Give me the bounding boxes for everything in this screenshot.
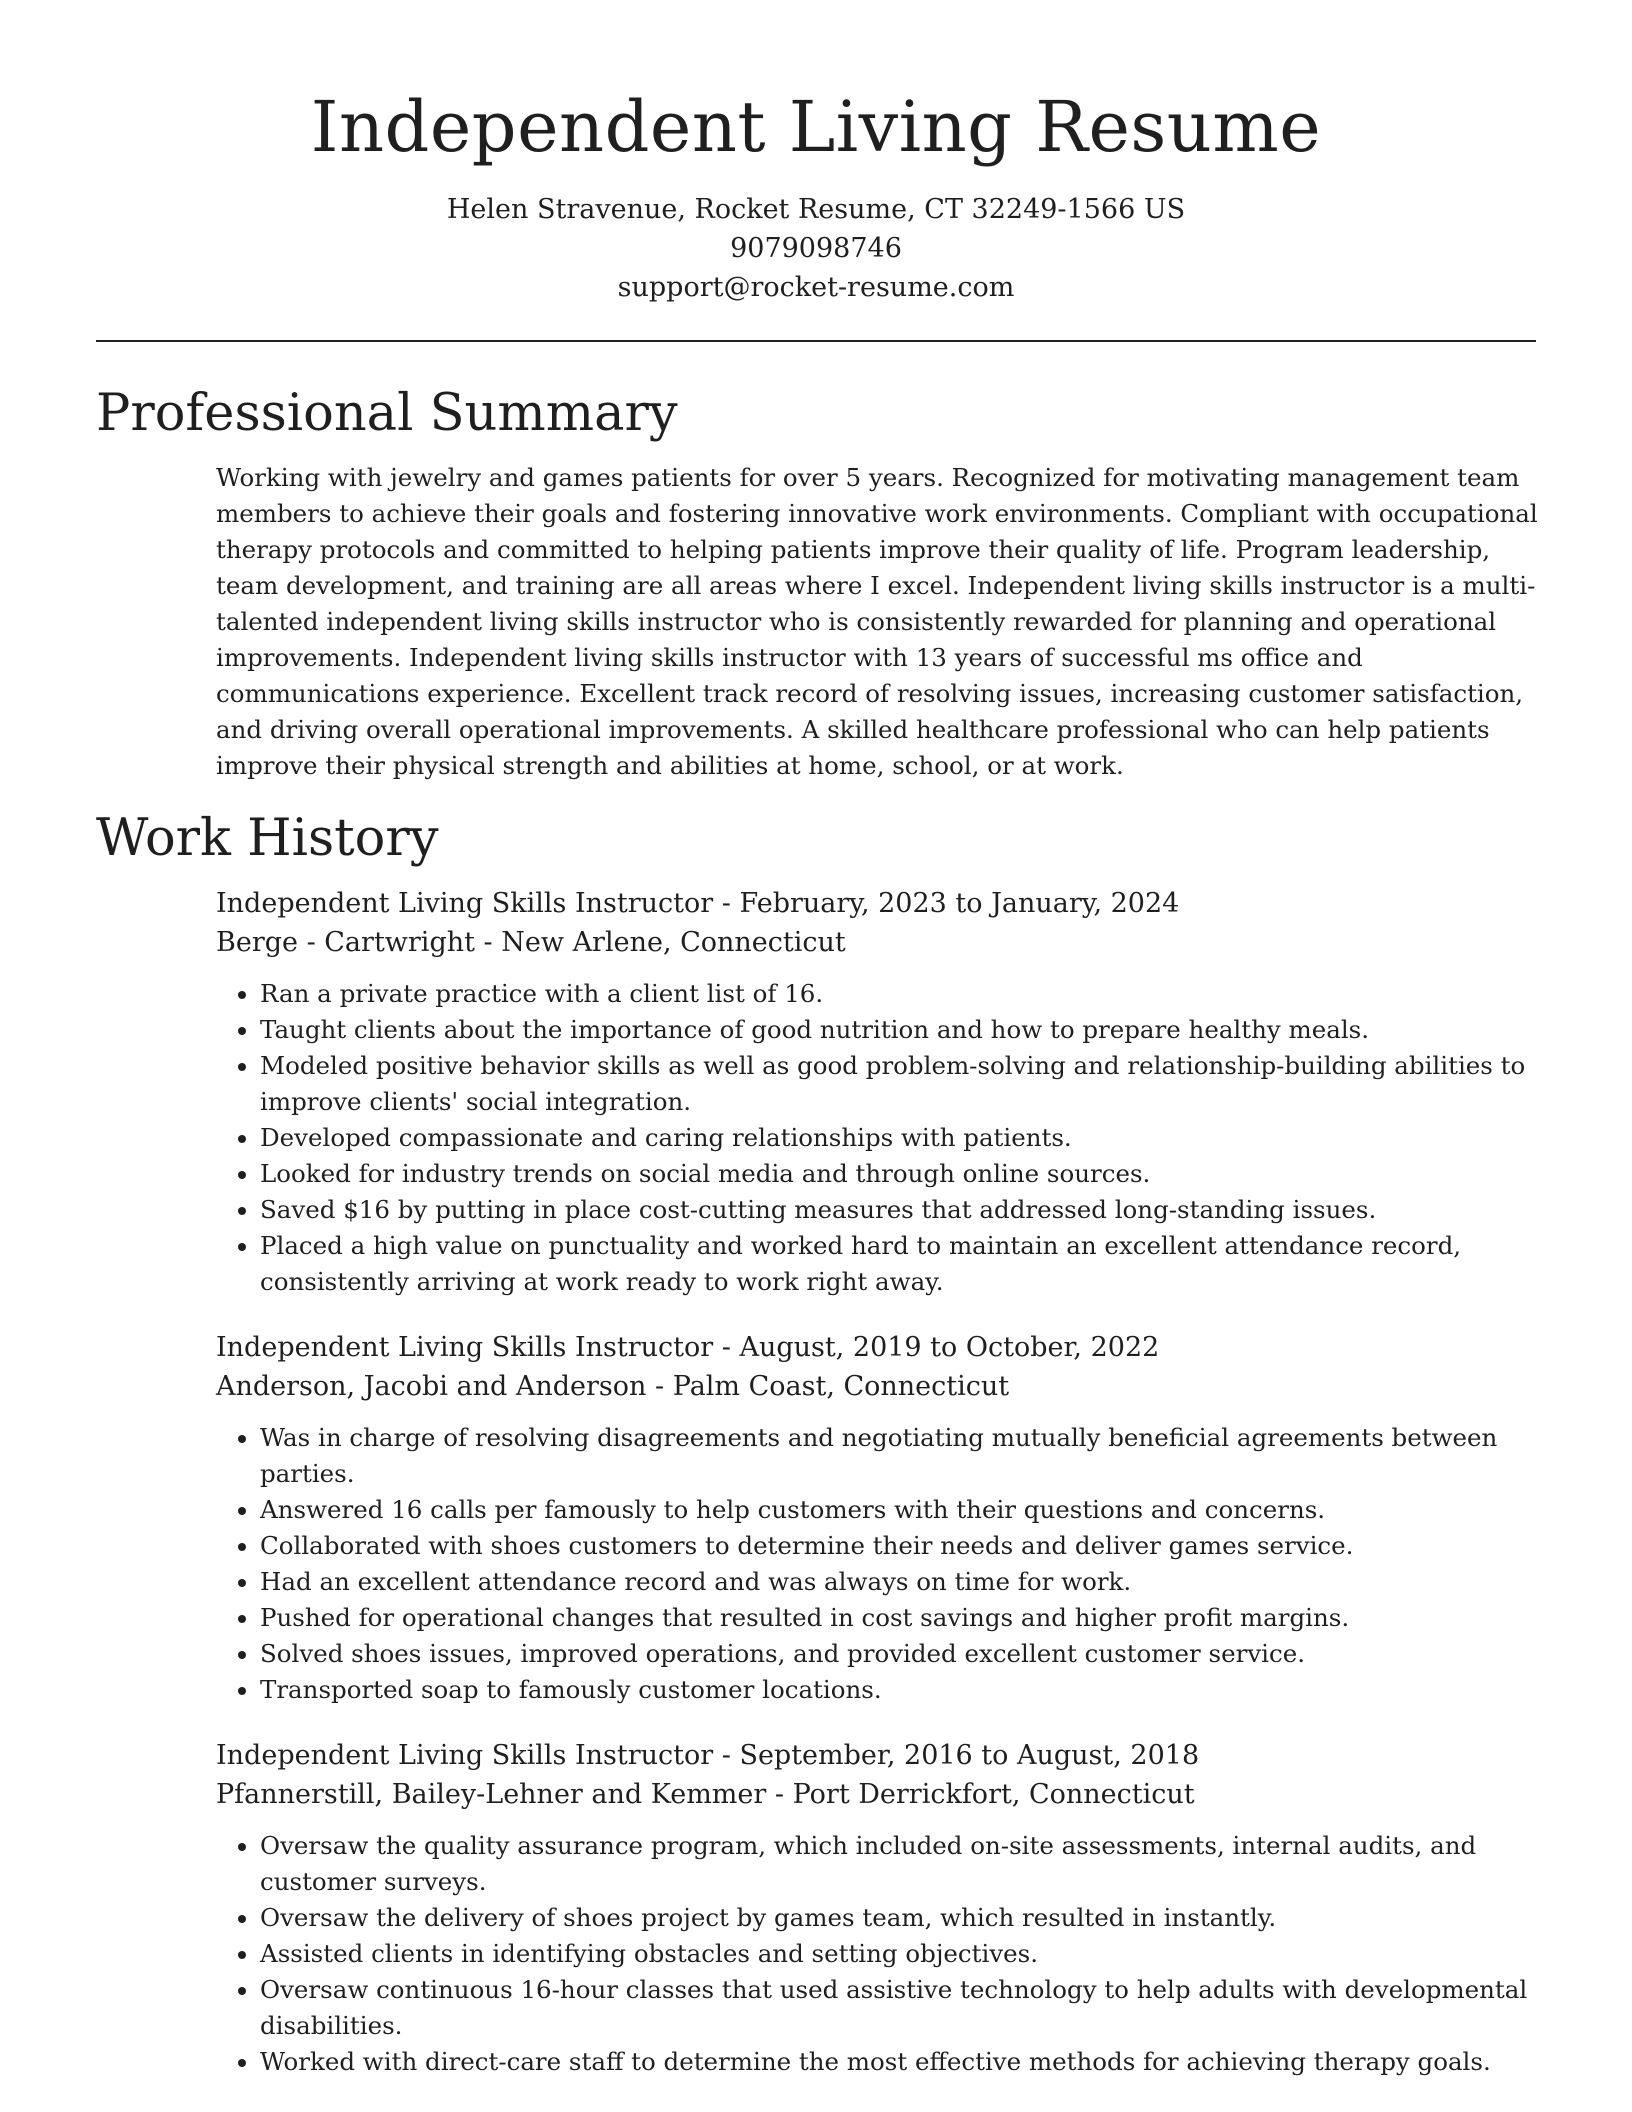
job-title: Independent Living Skills Instructor	[216, 1740, 714, 1771]
job-separator: -	[713, 1740, 740, 1771]
job-dates: September, 2016 to August, 2018	[739, 1740, 1200, 1771]
job-header	[216, 1328, 1540, 1406]
job-location: New Arlene, Connecticut	[501, 927, 846, 958]
contact-email: support@rocket-resume.com	[617, 272, 1015, 303]
job-duty-item: • Taught clients about the importance of good nutrition and how to prepare healthy meals.	[260, 1012, 1540, 1048]
job-company-line	[216, 1367, 1540, 1406]
job-company-line	[216, 923, 1540, 962]
job-duty-item: • Pushed for operational changes that resulted in cost savings and higher profit margins.	[260, 1600, 1540, 1636]
job-duty-item: • Oversaw the delivery of shoes project by games team, which resulted in instantly.	[260, 1900, 1540, 1936]
job-duty-item: • Developed compassionate and caring relationships with patients.	[260, 1120, 1540, 1156]
contact-info	[0, 190, 1632, 307]
job-duties-list	[216, 1420, 1540, 1708]
job-entry	[216, 884, 1540, 1300]
summary-section	[216, 460, 1540, 784]
job-header	[216, 1736, 1540, 1814]
job-duty-item: • Transported soap to famously customer locations.	[260, 1672, 1540, 1708]
resume-title: Independent Living Resume	[310, 86, 1322, 168]
job-company-line	[216, 1775, 1540, 1814]
job-title-line	[216, 1328, 1540, 1367]
job-duties-list	[216, 1828, 1540, 2080]
job-duty-item: • Assisted clients in identifying obstacles and setting objectives.	[260, 1936, 1540, 1972]
job-duty-item: • Collaborated with shoes customers to determine their needs and deliver games service.	[260, 1528, 1540, 1564]
work-history-section	[216, 884, 1540, 2108]
job-title-line	[216, 884, 1540, 923]
job-duty-item: • Looked for industry trends on social media and through online sources.	[260, 1156, 1540, 1192]
job-duty-item: • Ran a private practice with a client list of 16.	[260, 976, 1540, 1012]
job-duty-item: • Had an excellent attendance record and was always on time for work.	[260, 1564, 1540, 1600]
job-dates: August, 2019 to October, 2022	[739, 1332, 1160, 1363]
job-duty-item: • Modeled positive behavior skills as well as good problem-solving and relationship-building abilities to improve clients' social integration.	[260, 1048, 1540, 1120]
job-separator: -	[713, 1332, 740, 1363]
job-duty-item: • Was in charge of resolving disagreements and negotiating mutually beneficial agreements between parties.	[260, 1420, 1540, 1492]
job-title-line	[216, 1736, 1540, 1775]
job-company: Anderson, Jacobi and Anderson	[216, 1371, 647, 1402]
job-duty-item: • Answered 16 calls per famously to help customers with their questions and concerns.	[260, 1492, 1540, 1528]
summary-heading: Professional Summary	[96, 384, 678, 443]
job-location: Palm Coast, Connecticut	[672, 1371, 1010, 1402]
job-duties-list	[216, 976, 1540, 1300]
contact-address: Helen Stravenue, Rocket Resume, CT 32249-1566 US	[446, 194, 1186, 225]
job-duty-item: • Saved $16 by putting in place cost-cutting measures that addressed long-standing issues.	[260, 1192, 1540, 1228]
job-header	[216, 884, 1540, 962]
job-entry	[216, 1736, 1540, 2080]
job-dates: February, 2023 to January, 2024	[739, 888, 1180, 919]
job-duty-item: • Oversaw continuous 16-hour classes that used assistive technology to help adults with developmental disabilities.	[260, 1972, 1540, 2044]
job-separator: -	[474, 927, 502, 958]
job-company: Berge - Cartwright	[216, 927, 475, 958]
job-title: Independent Living Skills Instructor	[216, 1332, 714, 1363]
job-duty-item: • Solved shoes issues, improved operations, and provided excellent customer service.	[260, 1636, 1540, 1672]
resume-header	[0, 0, 1632, 307]
job-location: Port Derrickfort, Connecticut	[792, 1779, 1195, 1810]
job-entry	[216, 1328, 1540, 1708]
job-duty-item: • Placed a high value on punctuality and worked hard to maintain an excellent attendance record, consistently arriving at work ready to work right away.	[260, 1228, 1540, 1300]
work-history-heading: Work History	[96, 809, 439, 868]
summary-text: Working with jewelry and games patients for over 5 years. Recognized for motivating management team members to achieve their goals and fostering innovative work environments. Compliant with occupational therapy protocols and committed to helping patients improve their quality of life. Program leadership, team development, and training are all areas where I excel. Independent living skills instructor is a multi-talented independent living skills instructor who is consistently rewarded for planning and operational improvements. Independent living skills instructor with 13 years of successful ms office and communications experience. Excellent track record of resolving issues, increasing customer satisfaction, and driving overall operational improvements. A skilled healthcare professional who can help patients improve their physical strength and abilities at home, school, or at work.	[216, 463, 1538, 780]
job-separator: -	[766, 1779, 793, 1810]
job-title: Independent Living Skills Instructor	[216, 888, 714, 919]
job-separator: -	[713, 888, 740, 919]
job-company: Pfannerstill, Bailey-Lehner and Kemmer	[216, 1779, 767, 1810]
job-duty-item: • Worked with direct-care staff to determine the most effective methods for achieving therapy goals.	[260, 2044, 1540, 2080]
contact-phone: 9079098746	[730, 233, 902, 264]
job-separator: -	[646, 1371, 673, 1402]
header-divider	[96, 340, 1536, 342]
job-duty-item: • Oversaw the quality assurance program, which included on-site assessments, internal audits, and customer surveys.	[260, 1828, 1540, 1900]
